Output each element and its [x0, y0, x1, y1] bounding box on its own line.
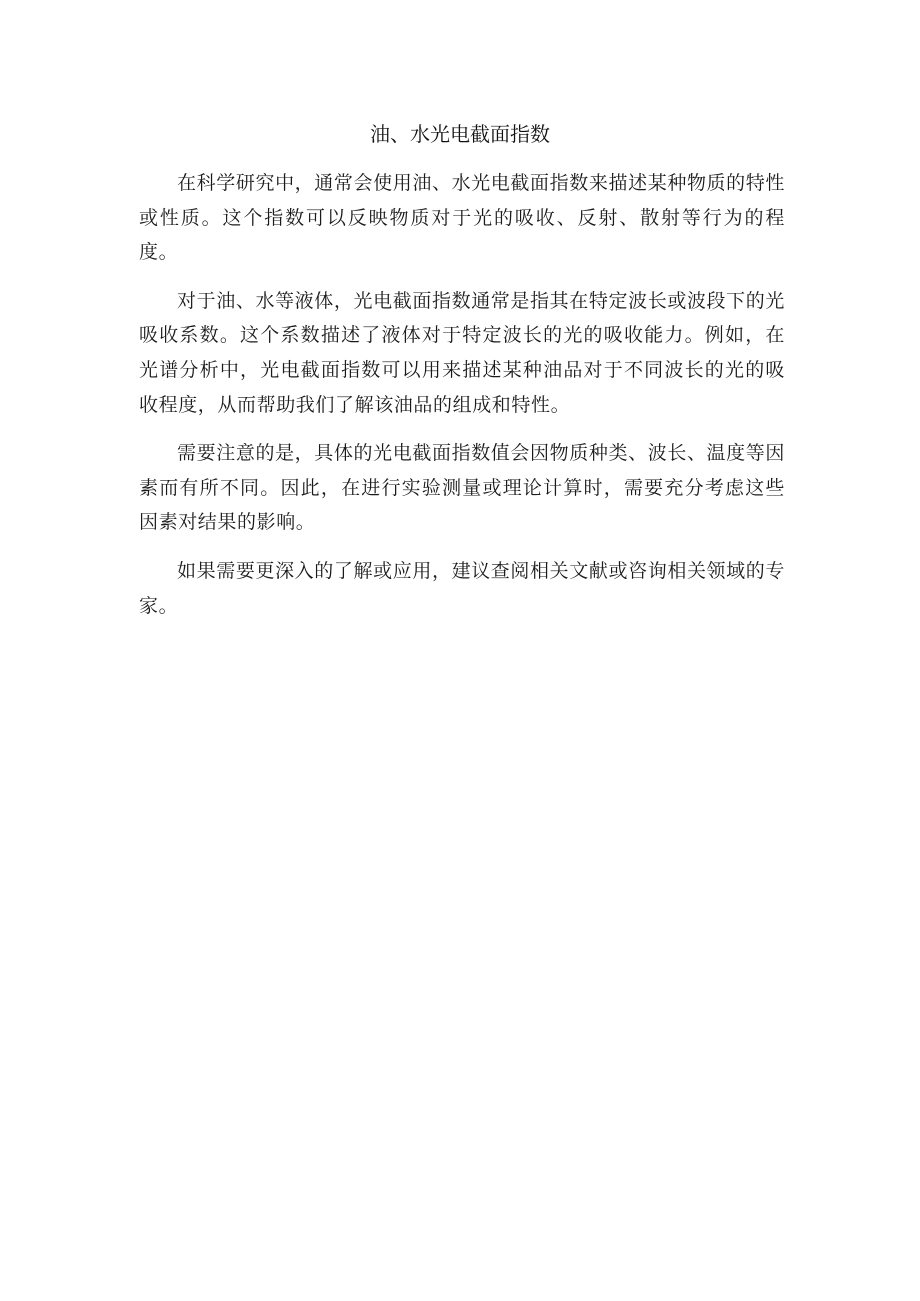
paragraph-intro: 在科学研究中，通常会使用油、水光电截面指数来描述某种物质的特性或性质。这个指数可以反映物质对于光的吸收、反射、散射等行为的程度。 [139, 172, 785, 264]
paragraph-notes: 需要注意的是，具体的光电截面指数值会因物质种类、波长、温度等因素而有所不同。因此，在进行实验测量或理论计算时，需要充分考虑这些因素对结果的影响。 [139, 442, 785, 534]
document-body [139, 166, 785, 637]
paragraph-liquids: 对于油、水等液体，光电截面指数通常是指其在特定波长或波段下的光吸收系数。这个系数描述了液体对于特定波长的光的吸收能力。例如，在光谱分析中，光电截面指数可以用来描述某种油品对于不同波长的光的吸收程度，从而帮助我们了解该油品的组成和特性。 [139, 289, 785, 416]
document-title: 油、水光电截面指数 [370, 122, 550, 146]
paragraph-recommendation: 如果需要更深入的了解或应用，建议查阅相关文献或咨询相关领域的专家。 [139, 559, 785, 617]
